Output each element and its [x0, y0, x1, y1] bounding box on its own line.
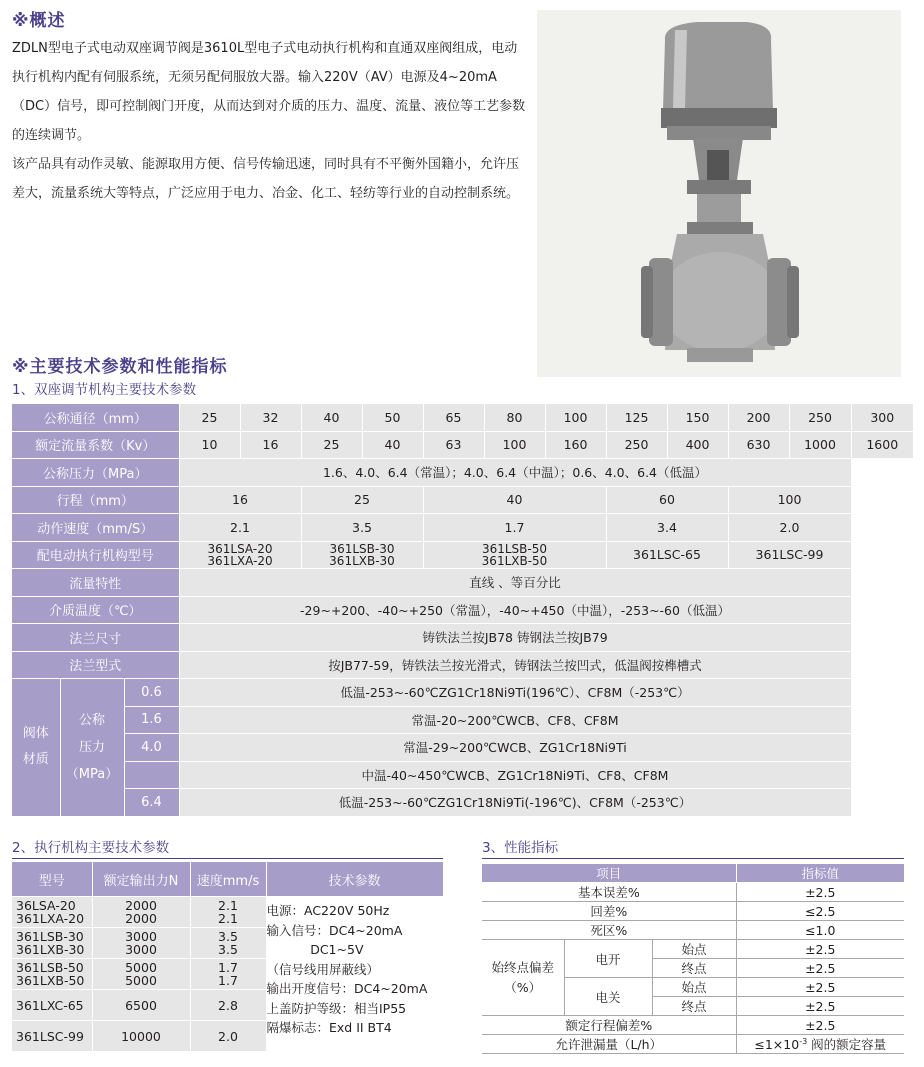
table-cell: 150: [667, 404, 728, 431]
table-cell: 80: [484, 404, 545, 431]
value-cell: ≤1.0: [736, 921, 904, 940]
force-cell: [92, 928, 190, 959]
cell-line: 2.1: [218, 898, 238, 913]
table-cell: 25: [179, 404, 240, 431]
table-cell: 65: [423, 404, 484, 431]
pressure-value: 1.6: [124, 706, 179, 734]
table-cell: 1.6、4.0、6.4（常温）；4.0、6.4（中温）；0.6、4.0、6.4（低温）: [179, 459, 851, 487]
row-label: 额定流量系数（Kv）: [12, 431, 179, 459]
table-header-row: [482, 864, 904, 883]
cell-line: 361LSB-30: [16, 929, 84, 944]
table1-title: 1、双座调节机构主要技术参数: [12, 382, 197, 398]
cell-line: 1.7: [218, 960, 238, 975]
pressure-value: 0.6: [124, 679, 179, 707]
actuator-spec-table: [12, 862, 444, 1052]
table2-title: 2、执行机构主要技术参数: [12, 840, 170, 856]
table-cell: 16: [179, 486, 301, 514]
start-point: 始点: [652, 940, 736, 959]
table-cell: 40: [362, 431, 423, 459]
row-label: 法兰型式: [12, 651, 179, 679]
table-cell: 16: [240, 431, 301, 459]
cell-line: 361LXB-50: [16, 973, 85, 988]
row-pressure: [12, 459, 914, 487]
force-cell: 6500: [92, 990, 190, 1021]
item-cell: 额定行程偏差%: [482, 1016, 736, 1035]
cell-line: 2000: [125, 898, 157, 913]
row-label: 公称通径（mm）: [12, 404, 179, 431]
table-cell: 常温-29~200℃WCB、ZG1Cr18Ni9Ti: [179, 734, 851, 762]
row-flange-size: [12, 624, 914, 652]
value-cell: [736, 1035, 904, 1054]
speed-cell: 2.0: [190, 1021, 266, 1052]
cell-line: 2000: [125, 911, 157, 926]
tech-line: 隔爆标志：Exd II BT4: [266, 1020, 392, 1035]
table3-title: 3、性能指标: [482, 840, 559, 856]
label-line: 始终点偏差: [491, 959, 554, 975]
tech-line: 上盖防护等级：相当IP55: [266, 1000, 407, 1016]
performance-table: [482, 864, 904, 1054]
item-cell: 允许泄漏量（L/h）: [482, 1035, 736, 1054]
table-cell: 50: [362, 404, 423, 431]
row-medium-temperature: [12, 596, 914, 624]
table-cell: 40: [423, 486, 606, 514]
table-cell: 25: [301, 486, 423, 514]
table-cell: 低温-253~-60℃ZG1Cr18Ni9Ti(-196℃)、CF8M（-253℃）: [179, 789, 851, 817]
value-cell: ±2.5: [736, 883, 904, 902]
leakage-value: ≤1×10: [754, 1037, 800, 1052]
label-line: （MPa）: [65, 766, 119, 782]
valve-spec-table: [12, 404, 914, 817]
table-cell: [301, 541, 423, 569]
tech-line: 输出开度信号：DC4~20mA: [266, 981, 428, 996]
table-cell: 常温-20~200℃WCB、CF8、CF8M: [179, 706, 851, 734]
label-line: 材质: [22, 752, 49, 768]
table-cell: 250: [606, 431, 667, 459]
table-cell: 100: [728, 486, 851, 514]
table-cell: 361LSC-99: [728, 541, 851, 569]
tech-line: 输入信号：DC4~20mA: [266, 922, 403, 938]
model-line: 361LXB-30: [329, 553, 395, 568]
model-line: 361LXB-50: [481, 553, 548, 568]
column-header: 额定输出力N: [92, 862, 190, 897]
table-cell: 3.5: [301, 514, 423, 542]
value-cell: ±2.5: [736, 940, 904, 959]
divider: [482, 858, 904, 859]
speed-cell: [190, 959, 266, 990]
row-nominal-diameter: [12, 404, 914, 431]
table-cell: 10: [179, 431, 240, 459]
value-cell: ±2.5: [736, 978, 904, 997]
cell-line: 3.5: [218, 942, 238, 957]
item-cell: 死区%: [482, 921, 736, 940]
start-point: 始点: [652, 978, 736, 997]
row-body-material: [12, 734, 914, 762]
column-header: 技术参数: [266, 862, 443, 897]
row-body-material: [12, 679, 914, 707]
specs-heading: ※主要技术参数和性能指标: [12, 357, 228, 377]
row-label: 配电动执行机构型号: [12, 541, 179, 569]
row-label: 动作速度（mm/S）: [12, 514, 179, 542]
model-line: 361LSB-50: [481, 541, 548, 556]
model-cell: [12, 959, 92, 990]
item-cell: 回差%: [482, 902, 736, 921]
cell-line: 361LXA-20: [16, 911, 85, 926]
table-cell: 361LSC-65: [606, 541, 728, 569]
table-cell: 中温-40~450℃WCB、ZG1Cr18Ni9Ti、CF8、CF8M: [179, 761, 851, 789]
model-line: 361LSA-20: [207, 541, 273, 556]
column-header: 型号: [12, 862, 92, 897]
table-header-row: [12, 862, 443, 897]
table-cell: 铸铁法兰按JB78 铸钢法兰按JB79: [179, 624, 851, 652]
table-cell: 100: [545, 404, 606, 431]
tech-line: DC1~5V: [266, 942, 364, 957]
table-cell: 直线 、等百分比: [179, 569, 851, 597]
pressure-value: 6.4: [124, 789, 179, 817]
row-label: 流量特性: [12, 569, 179, 597]
cell-line: 1.7: [218, 973, 238, 988]
model-line: 361LXA-20: [207, 553, 273, 568]
force-cell: [92, 897, 190, 928]
row-actuator-model: [12, 541, 914, 569]
model-cell: 361LXC-65: [12, 990, 92, 1021]
cell-line: 361LSB-50: [16, 960, 84, 975]
column-header: 项目: [482, 864, 736, 883]
nominal-pressure-label: [60, 679, 124, 817]
table-cell: 400: [667, 431, 728, 459]
speed-cell: 2.8: [190, 990, 266, 1021]
value-cell: ±2.5: [736, 1016, 904, 1035]
cell-line: 361LXB-30: [16, 942, 85, 957]
force-cell: 10000: [92, 1021, 190, 1052]
speed-cell: [190, 928, 266, 959]
table-cell: 300: [851, 404, 914, 431]
row-flange-type: [12, 651, 914, 679]
table-row: [482, 940, 904, 959]
table-cell: 125: [606, 404, 667, 431]
row-body-material: [12, 789, 914, 817]
row-stroke: [12, 486, 914, 514]
overview-paragraph-1: ZDLN型电子式电动双座调节阀是3610L型电子式电动执行机构和直通双座阀组成，电动执行机构内配有伺服系统，无须另配伺服放大器。输入220V（AV）电源及4~20mA（DC）信号，即可控制阀门开度，从而达到对介质的压力、温度、流量、液位等工艺参数的连续调节。: [12, 41, 526, 143]
leakage-suffix: 阀的额定容量: [807, 1037, 887, 1052]
table-cell: -29~+200、-40~+250（常温），-40~+450（中温），-253~-60（低温）: [179, 596, 851, 624]
cell-line: 5000: [125, 973, 157, 988]
table-cell: 630: [728, 431, 789, 459]
label-line: 阀体: [22, 726, 49, 742]
table-cell: 1000: [789, 431, 851, 459]
model-cell: 361LSC-99: [12, 1021, 92, 1052]
row-flow-characteristic: [12, 569, 914, 597]
table-cell: 250: [789, 404, 851, 431]
table-cell: 160: [545, 431, 606, 459]
table-row: [482, 883, 904, 902]
table-row: [482, 1035, 904, 1054]
row-speed: [12, 514, 914, 542]
endpoint-label: [482, 940, 564, 1016]
speed-cell: [190, 897, 266, 928]
row-body-material: [12, 761, 914, 789]
overview-paragraph-2: 该产品具有动作灵敏、能源取用方便、信号传输迅速，同时具有不平衡外国籍小，允许压差大，流量系统大等特点，广泛应用于电力、冶金、化工、轻纺等行业的自动控制系统。: [12, 157, 520, 201]
product-photo: [537, 10, 901, 377]
cell-line: 5000: [125, 960, 157, 975]
table-row: [482, 1016, 904, 1035]
row-body-material: [12, 706, 914, 734]
item-cell: 基本误差%: [482, 883, 736, 902]
overview-text: [12, 34, 527, 208]
table-cell: 32: [240, 404, 301, 431]
pressure-value: 4.0: [124, 734, 179, 762]
table-cell: 1600: [851, 431, 914, 459]
table-cell: 2.1: [179, 514, 301, 542]
table-cell: 低温-253~-60℃ZG1Cr18Ni9Ti(196℃）、CF8M（-253℃）: [179, 679, 851, 707]
column-header: 速度mm/s: [190, 862, 266, 897]
table-row: [482, 921, 904, 940]
cell-line: 3000: [125, 929, 157, 944]
end-point: 终点: [652, 959, 736, 978]
table-cell: 200: [728, 404, 789, 431]
model-cell: [12, 928, 92, 959]
table-cell: 25: [301, 431, 362, 459]
table-cell: [179, 541, 301, 569]
table-cell: 63: [423, 431, 484, 459]
tech-line: 电源：AC220V 50Hz: [266, 903, 390, 918]
cell-line: 2.1: [218, 911, 238, 926]
table-cell: 3.4: [606, 514, 728, 542]
row-label: 公称压力（MPa）: [12, 459, 179, 487]
model-line: 361LSB-30: [329, 541, 395, 556]
table-cell: 100: [484, 431, 545, 459]
electric-close: 电关: [564, 978, 652, 1016]
row-kv: [12, 431, 914, 459]
cell-line: 3.5: [218, 929, 238, 944]
label-line: 公称: [78, 712, 105, 728]
table-cell: 40: [301, 404, 362, 431]
overview-heading: ※概述: [12, 11, 66, 31]
table-cell: 2.0: [728, 514, 851, 542]
value-cell: ±2.5: [736, 997, 904, 1016]
pressure-value: [124, 761, 179, 789]
table-row: [482, 902, 904, 921]
table-cell: [423, 541, 606, 569]
table-cell: 按JB77-59，铸铁法兰按光滑式，铸钢法兰按凹式，低温阀按榫槽式: [179, 651, 851, 679]
column-header: 指标值: [736, 864, 904, 883]
model-cell: [12, 897, 92, 928]
row-label: 法兰尺寸: [12, 624, 179, 652]
cell-line: 36LSA-20: [16, 898, 76, 913]
body-material-label: [12, 679, 60, 817]
row-label: 介质温度（℃）: [12, 596, 179, 624]
label-line: 压力: [78, 739, 105, 755]
force-cell: [92, 959, 190, 990]
tech-params: [266, 897, 443, 1052]
cell-line: 3000: [125, 942, 157, 957]
table-row: [12, 897, 443, 928]
electric-open: 电开: [564, 940, 652, 978]
table-cell: 1.7: [423, 514, 606, 542]
value-cell: ≤2.5: [736, 902, 904, 921]
leakage-exponent: -3: [799, 1036, 808, 1046]
label-line: （%）: [504, 979, 542, 995]
row-label: 行程（mm）: [12, 486, 179, 514]
value-cell: ±2.5: [736, 959, 904, 978]
table-cell: 60: [606, 486, 728, 514]
divider: [12, 858, 443, 859]
end-point: 终点: [652, 997, 736, 1016]
tech-line: （信号线用屏蔽线）: [266, 961, 380, 977]
